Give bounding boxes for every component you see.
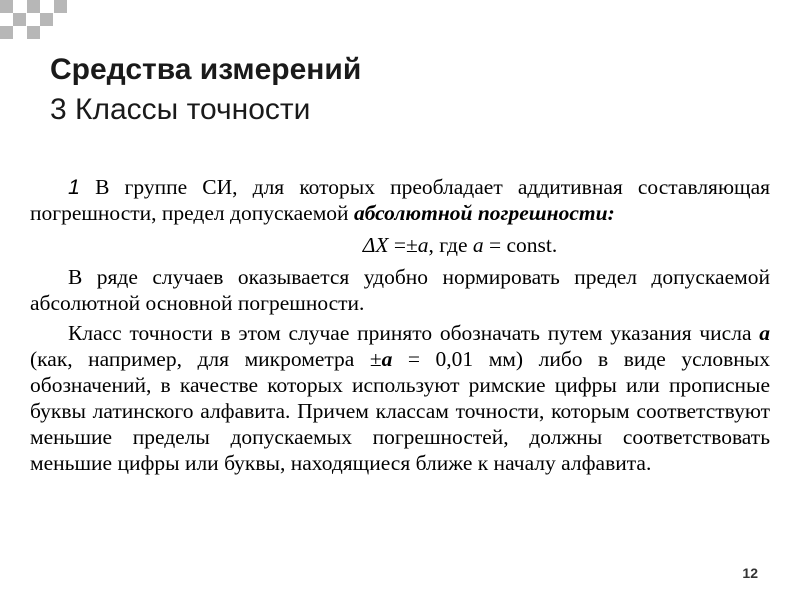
corner-decoration bbox=[0, 0, 72, 50]
formula-equals: =± bbox=[388, 233, 418, 257]
paragraph-2: В ряде случаев оказывается удобно нормировать предел допускаемой абсолютной основной погрешности. bbox=[30, 265, 770, 315]
paragraph-1-text: В группе СИ, для которых преобладает аддитивная составляющая погрешности, предел допускаемой bbox=[30, 175, 770, 225]
paragraph-3-a: а bbox=[759, 321, 770, 345]
paragraph-1 bbox=[30, 174, 770, 226]
formula-const: = const. bbox=[483, 233, 558, 257]
paragraph-3-part-1: Класс точности в этом случае принято обозначать путем указания числа bbox=[68, 321, 760, 345]
slide-content bbox=[30, 174, 770, 480]
paragraph-3-part-3: = 0,01 мм) либо в виде условных обозначений, в качестве которых используют римские цифры или прописные буквы латинского алфавита. Причем классам точности, которым соответствуют меньшие пределы допускаемых погрешностей, должны соответствовать меньшие цифры или буквы, находящиеся ближе к началу алфавита. bbox=[30, 347, 770, 475]
page-title: Средства измерений bbox=[50, 53, 362, 86]
page-number: 12 bbox=[742, 565, 758, 581]
formula-where: , где bbox=[428, 233, 473, 257]
formula bbox=[30, 232, 770, 258]
paragraph-3 bbox=[30, 320, 770, 476]
formula-delta-x: ΔX bbox=[362, 233, 389, 257]
formula-a-2: a bbox=[472, 233, 484, 257]
page-subtitle: 3 Классы точности bbox=[50, 93, 311, 126]
paragraph-3-a-2: a bbox=[381, 347, 393, 371]
formula-a: a bbox=[417, 233, 429, 257]
title-block bbox=[50, 50, 750, 130]
paragraph-1-emphasis: абсолютной погрешности: bbox=[353, 201, 615, 225]
paragraph-3-part-2: (как, например, для микрометра ± bbox=[30, 347, 382, 371]
paragraph-number: 1 bbox=[68, 175, 80, 199]
